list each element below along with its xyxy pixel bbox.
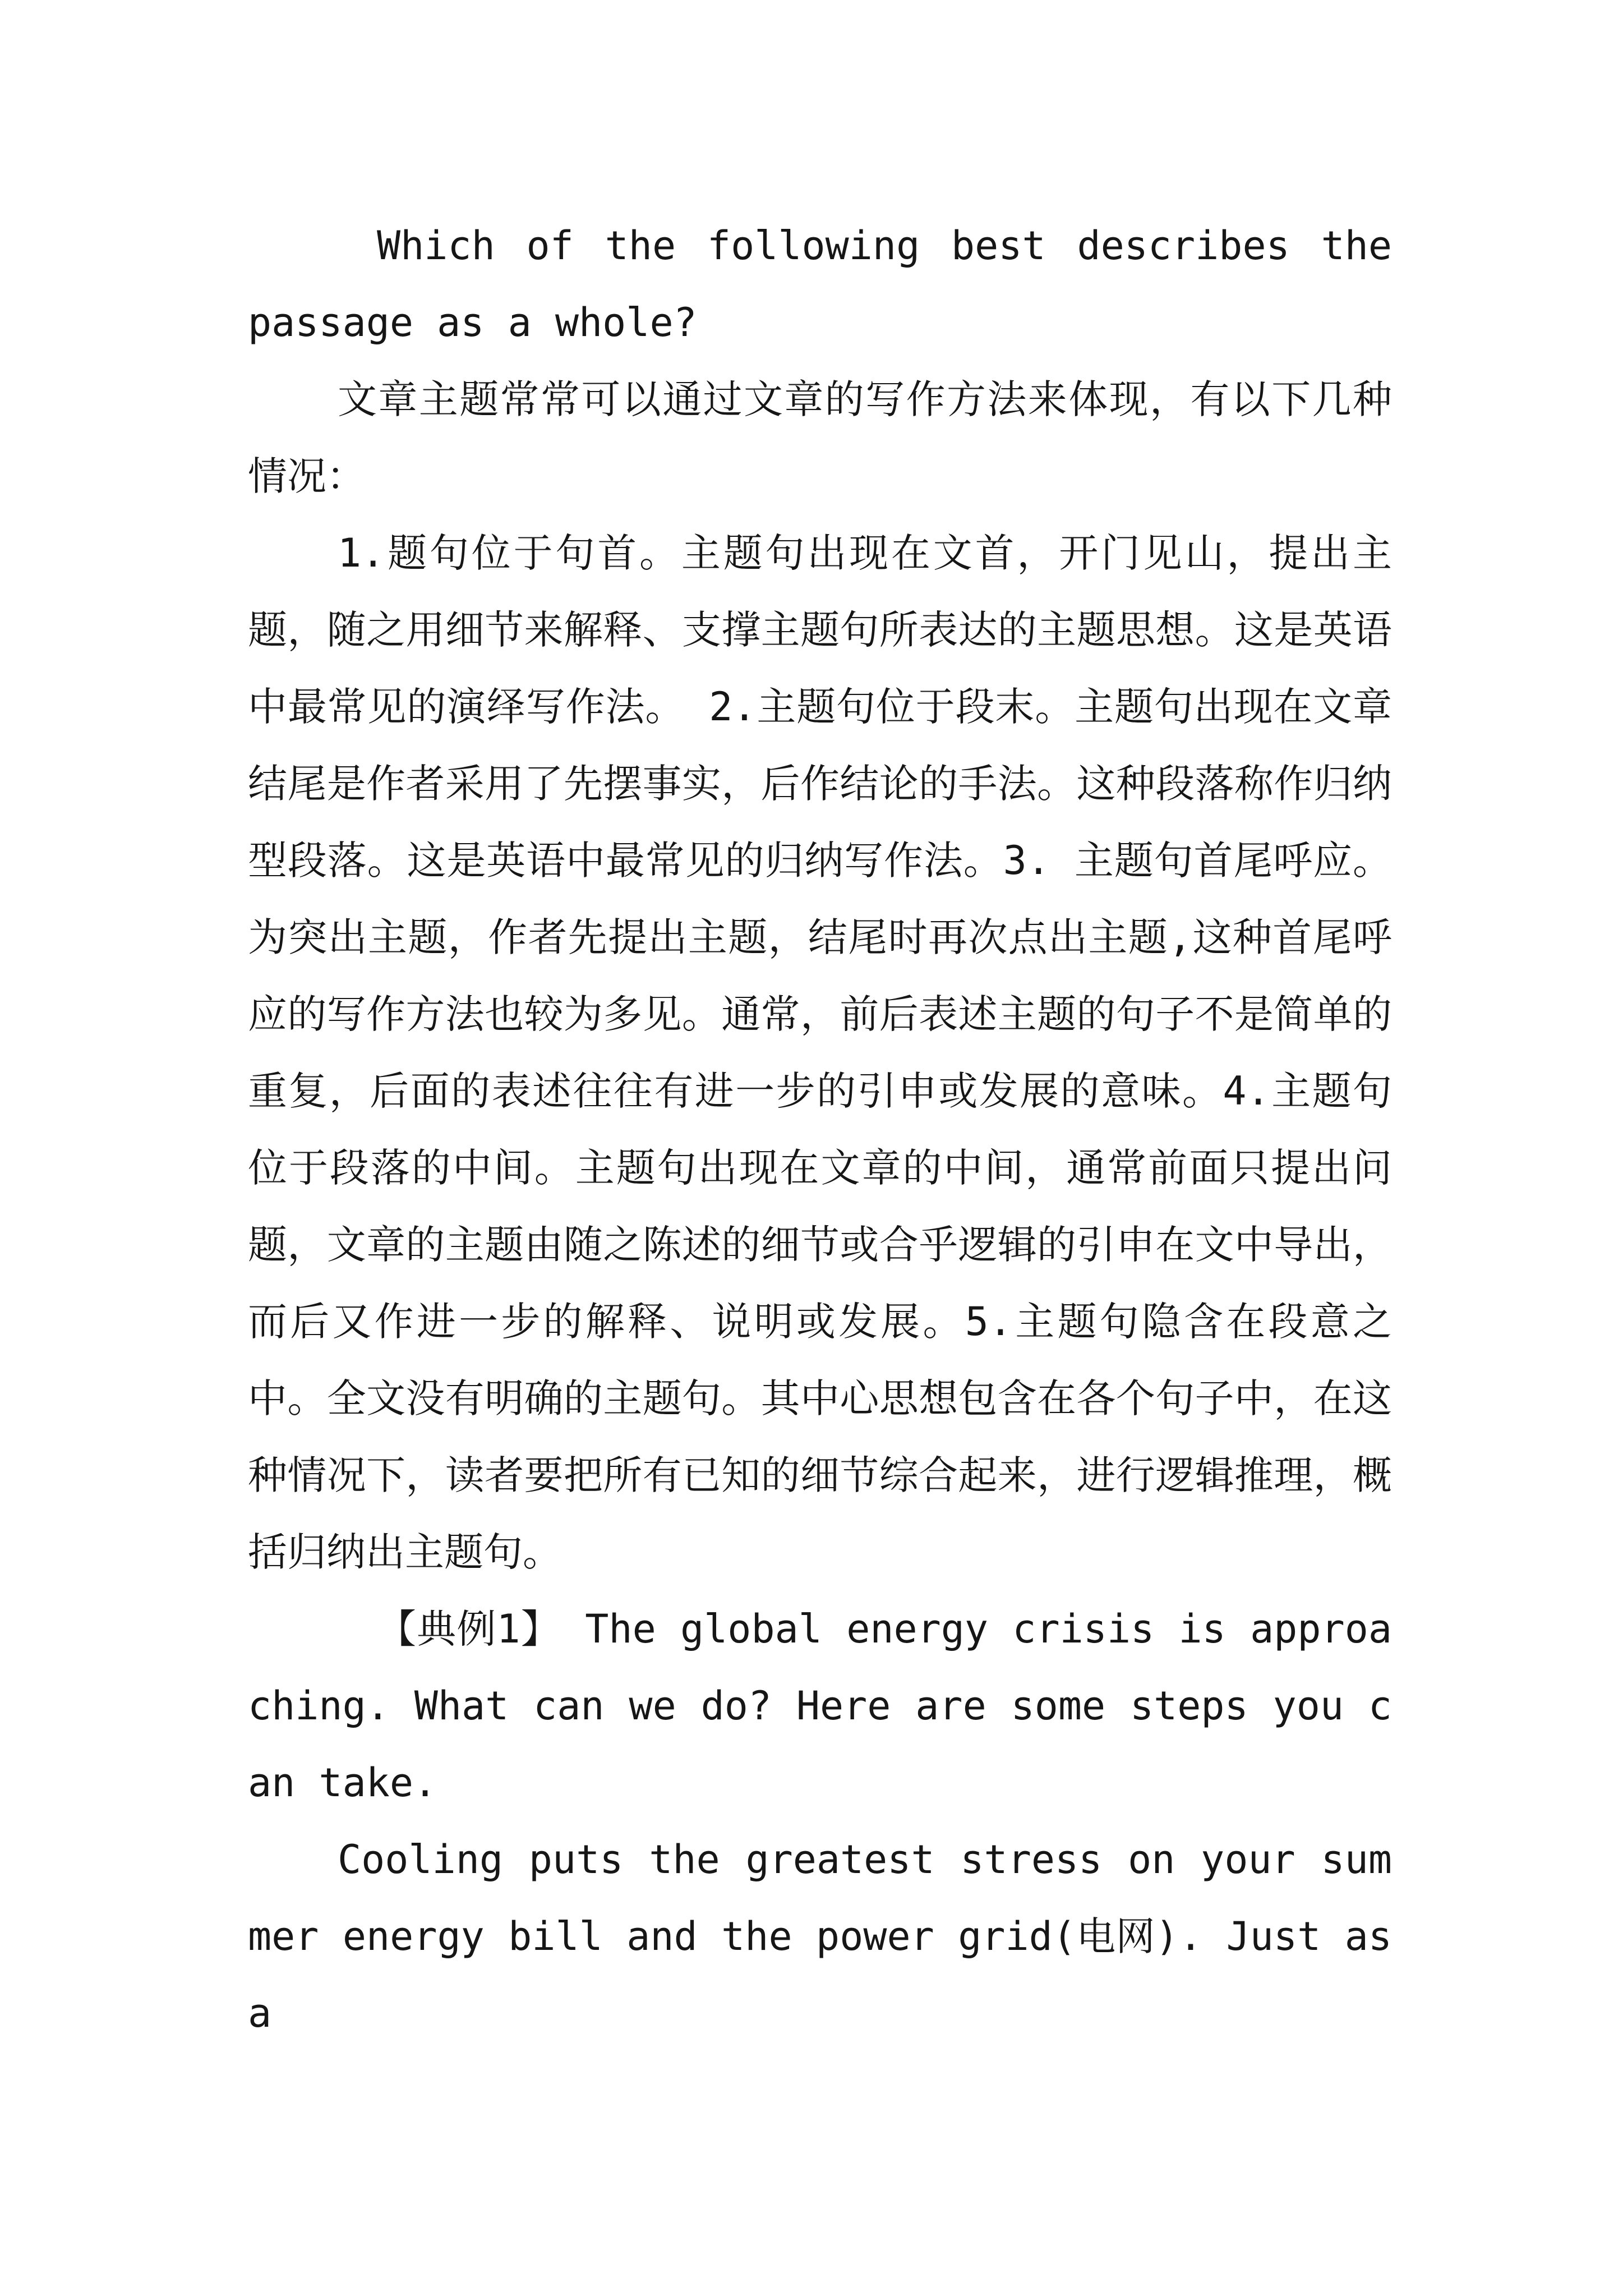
passage-paragraph: Cooling puts the greatest stress on your summer energy bill and the power grid(电网). Just as a [248, 1837, 1392, 2036]
example-paragraph: 【典例1】 The global energy crisis is approaching. What can we do? Here are some steps you can take. [248, 1606, 1392, 1806]
document-body [248, 208, 1392, 2052]
intro-paragraph: 文章主题常常可以通过文章的写作方法来体现，有以下几种情况： [248, 376, 1392, 499]
methods-paragraph: 1.题句位于句首。主题句出现在文首，开门见山，提出主题，随之用细节来解释、支撑主题句所表达的主题思想。这是英语中最常见的演绎写作法。 2.主题句位于段末。主题句出现在文章结尾是作者采用了先摆事实，后作结论的手法。这种段落称作归纳型段落。这是英语中最常见的归纳写作法。3. 主题句首尾呼应。为突出主题，作者先提出主题，结尾时再次点出主题,这种首尾呼应的写作方法也较为多见。通常，前后表述主题的句子不是简单的重复，后面的表述往往有进一步的引申或发展的意味。4.主题句位于段落的中间。主题句出现在文章的中间，通常前面只提出问题，文章的主题由随之陈述的细节或合乎逻辑的引申在文中导出，而后又作进一步的解释、说明或发展。5.主题句隐含在段意之中。全文没有明确的主题句。其中心思想包含在各个句子中，在这种情况下，读者要把所有已知的细节综合起来，进行逻辑推理，概括归纳出主题句。 [248, 530, 1392, 1575]
question-paragraph: Which of the following best describes the passage as a whole? [248, 223, 1392, 346]
